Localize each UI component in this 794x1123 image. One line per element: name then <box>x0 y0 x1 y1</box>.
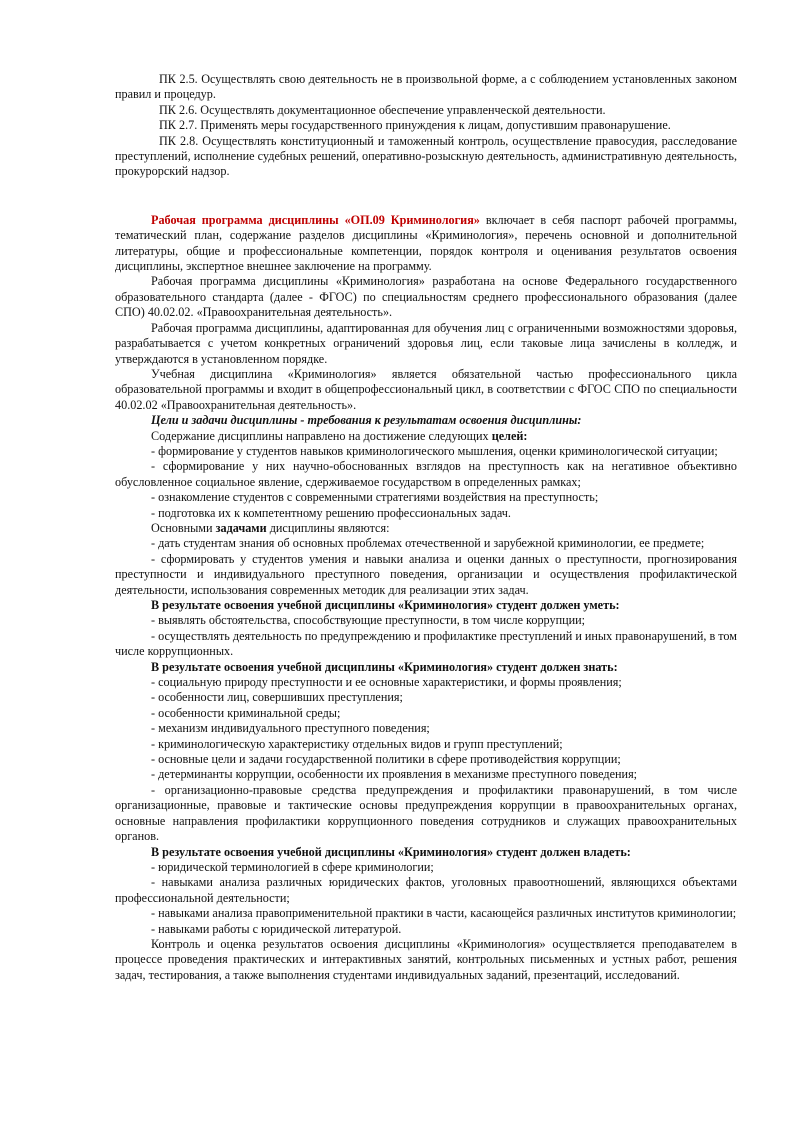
discipline-place-paragraph: Учебная дисциплина «Криминология» является обязательной частью профессионального цикла образовательной программы и входит в общепрофессиональный цикл, в соответствии с ФГОС СПО по специальности 40.02.02 «Правоохранительная деятельность». <box>115 366 737 412</box>
know-item: - социальную природу преступности и ее основные характеристики, и формы проявления; <box>151 675 622 690</box>
own-item: - навыками анализа различных юридических фактов, уголовных правоотношений, являющихся объектами профессиональной деятельности; <box>115 875 737 905</box>
own-item: - юридической терминологией в сфере криминологии; <box>151 859 434 874</box>
control-paragraph: Контроль и оценка результатов освоения дисциплины «Криминология» осуществляется преподавателем в процессе проведения практических и интерактивных занятий, контрольных письменных и устных работ, решения задач, тестирования, а также выполнения студентами индивидуальных заданий, презентаций, исследований. <box>115 936 737 982</box>
goal-item: - сформирование у них научно-обоснованных взглядов на преступность как на негативное объективно обусловленное социальное явление, сдерживаемое государством в определенных рамках; <box>115 459 737 489</box>
own-item: - навыками анализа правоприменительной практики в части, касающейся различных институтов криминологии; <box>151 906 737 921</box>
can-heading: В результате освоения учебной дисциплины «Криминология» студент должен уметь: <box>151 598 620 612</box>
task-item: - сформировать у студентов умения и навыки анализа и оценки данных о преступности, прогнозирования преступности и индивидуального преступного поведения, организации и осуществления профилактической деятельности, использования современных методик для реализации этих задач. <box>115 551 737 597</box>
can-item: - осуществлять деятельность по предупреждению и профилактике преступлений и иных правонарушений, в том числе коррупционных. <box>115 628 737 659</box>
know-item: - механизм индивидуального преступного поведения; <box>151 721 430 736</box>
can-item: - выявлять обстоятельства, способствующие преступности, в том числе коррупции; <box>151 613 586 628</box>
competence-pk-2-8: ПК 2.8. Осуществлять конституционный и таможенный контроль, осуществление правосудия, расследование преступлений, исполнение судебных решений, оперативно-розыскную деятельность, административную деятельность, прокурорский надзор. <box>115 133 737 179</box>
own-heading: В результате освоения учебной дисциплины «Криминология» студент должен владеть: <box>151 844 631 859</box>
know-item: - особенности криминальной среды; <box>151 705 341 720</box>
intro-text: включает в себя паспорт рабочей программы, тематический план, содержание разделов дисциплины «Криминология», перечень основной и дополнительной литературы, общие и профессиональные компетенции, порядок контроля и оценивания результатов освоения дисциплины, экспертное внешнее заключение на программу. <box>115 212 737 274</box>
know-item: - криминологическую характеристику отдельных видов и групп преступлений; <box>151 736 563 751</box>
adapted-paragraph: Рабочая программа дисциплины, адаптированная для обучения лиц с ограниченными возможностями здоровья, разрабатывается с учетом конкретных ограничений здоровья лиц, если таковые лица зачислены в колледж, и утверждаются в установленном порядке. <box>115 320 737 366</box>
goal-item: - формирование у студентов навыков криминологического мышления, оценки криминологической ситуации; <box>151 443 718 458</box>
goal-item: - ознакомление студентов с современными стратегиями воздействия на преступность; <box>151 490 599 505</box>
competence-pk-2-6: ПК 2.6. Осуществлять документационное обеспечение управленческой деятельности. <box>159 102 606 117</box>
know-item: - особенности лиц, совершивших преступления; <box>151 690 403 705</box>
know-item: - основные цели и задачи государственной политики в сфере противодействия коррупции; <box>151 752 621 767</box>
own-item: - навыками работы с юридической литературой. <box>151 921 402 936</box>
program-title: Рабочая программа дисциплины «ОП.09 Криминология» <box>151 212 480 227</box>
goals-heading: Цели и задачи дисциплины - требования к результатам освоения дисциплины: <box>151 413 582 428</box>
task-item: - дать студентам знания об основных проблемах отечественной и зарубежной криминологии, ее предмете; <box>151 536 705 551</box>
know-item: - детерминанты коррупции, особенности их проявления в механизме преступного поведения; <box>151 767 638 782</box>
competence-pk-2-7: ПК 2.7. Применять меры государственного принуждения к лицам, допустившим правонарушение. <box>159 118 671 133</box>
goals-lead: Содержание дисциплины направлено на достижение следующих целей: <box>151 428 528 443</box>
know-item: - организационно-правовые средства предупреждения и профилактики правонарушений, в том числе организационные, правовые и тактические основы предупреждения коррупции в правоохранительных органах, основные направления профилактики коррупционного поведения сотрудников и служащих правоохранительных органов. <box>115 782 737 844</box>
know-heading: В результате освоения учебной дисциплины «Криминология» студент должен знать: <box>151 659 618 674</box>
basis-paragraph: Рабочая программа дисциплины «Криминология» разработана на основе Федерального государственного образовательного стандарта (далее - ФГОС) по специальностям среднего профессионального образования (далее СПО) 40.02.02. «Правоохранительная деятельность». <box>115 274 737 320</box>
tasks-lead: Основными задачами дисциплины являются: <box>151 520 390 535</box>
competence-pk-2-5: ПК 2.5. Осуществлять свою деятельность не в произвольной форме, а с соблюдением установленных законом правил и процедур. <box>115 72 737 102</box>
section-gap <box>115 180 737 213</box>
intro-paragraph <box>115 213 737 275</box>
document-page <box>115 72 737 983</box>
goal-item: - подготовка их к компетентному решению профессиональных задач. <box>151 505 511 520</box>
